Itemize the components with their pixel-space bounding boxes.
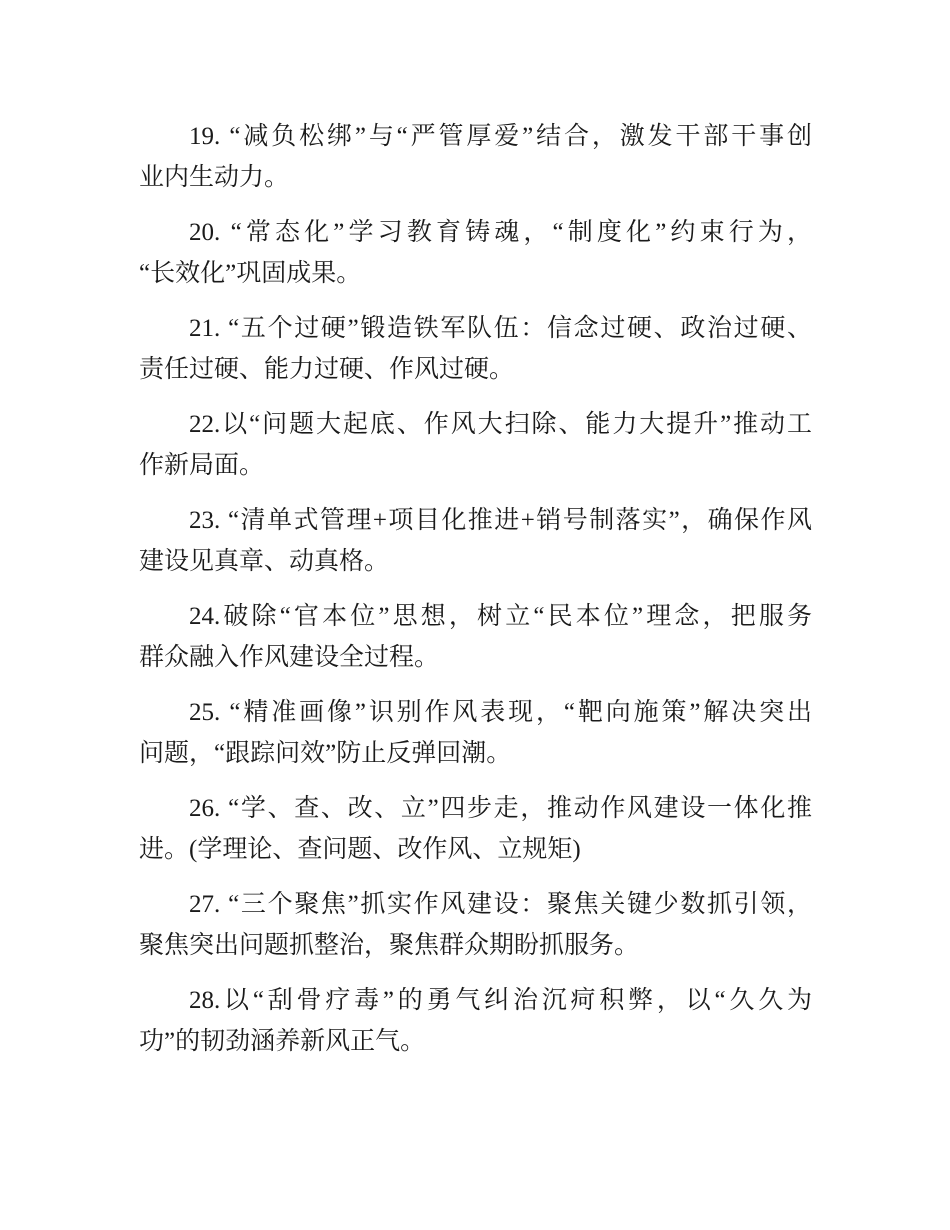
paragraph-23: [139, 500, 812, 582]
paragraph-19: [139, 116, 812, 198]
paragraph-22-line-2: 作新局面。: [139, 452, 265, 479]
paragraph-21-line-1: 21. “五个过硬”锻造铁军队伍：信念过硬、政治过硬、: [189, 315, 812, 342]
paragraph-27-line-2: 聚焦突出问题抓整治，聚焦群众期盼抓服务。: [139, 932, 640, 959]
paragraph-24: [139, 596, 812, 678]
paragraph-24-line-1: 24.破除“官本位”思想，树立“民本位”理念，把服务: [189, 603, 812, 630]
paragraph-21-line-2: 责任过硬、能力过硬、作风过硬。: [139, 356, 515, 383]
paragraph-19-line-2: 业内生动力。: [139, 164, 290, 191]
paragraph-26: [139, 788, 812, 870]
paragraph-25-line-2: 问题，“跟踪问效”防止反弹回潮。: [139, 740, 512, 767]
paragraph-26-line-1: 26. “学、查、改、立”四步走，推动作风建设一体化推: [189, 795, 812, 822]
paragraph-25-line-1: 25. “精准画像”识别作风表现，“靶向施策”解决突出: [189, 699, 812, 726]
paragraph-19-line-1: 19. “减负松绑”与“严管厚爱”结合，激发干部干事创: [189, 123, 812, 150]
paragraph-22: [139, 404, 812, 486]
paragraph-20-line-1: 20. “常态化”学习教育铸魂，“制度化”约束行为，: [189, 219, 812, 246]
paragraph-23-line-1: 23. “清单式管理+项目化推进+销号制落实”，确保作风: [189, 507, 812, 534]
paragraph-26-line-2: 进。(学理论、查问题、改作风、立规矩): [139, 836, 581, 863]
paragraph-22-line-1: 22.以“问题大起底、作风大扫除、能力大提升”推动工: [189, 411, 812, 438]
paragraph-23-line-2: 建设见真章、动真格。: [139, 548, 390, 575]
paragraph-28: [139, 980, 812, 1062]
paragraph-27-line-1: 27. “三个聚焦”抓实作风建设：聚焦关键少数抓引领，: [189, 891, 812, 918]
paragraph-20: [139, 212, 812, 294]
paragraph-20-line-2: “长效化”巩固成果。: [139, 260, 362, 287]
paragraph-24-line-2: 群众融入作风建设全过程。: [139, 644, 440, 671]
paragraph-28-line-1: 28.以“刮骨疗毒”的勇气纠治沉疴积弊，以“久久为: [189, 987, 812, 1014]
paragraph-28-line-2: 功”的韧劲涵养新风正气。: [139, 1028, 426, 1055]
paragraph-21: [139, 308, 812, 390]
paragraph-27: [139, 884, 812, 966]
paragraph-25: [139, 692, 812, 774]
